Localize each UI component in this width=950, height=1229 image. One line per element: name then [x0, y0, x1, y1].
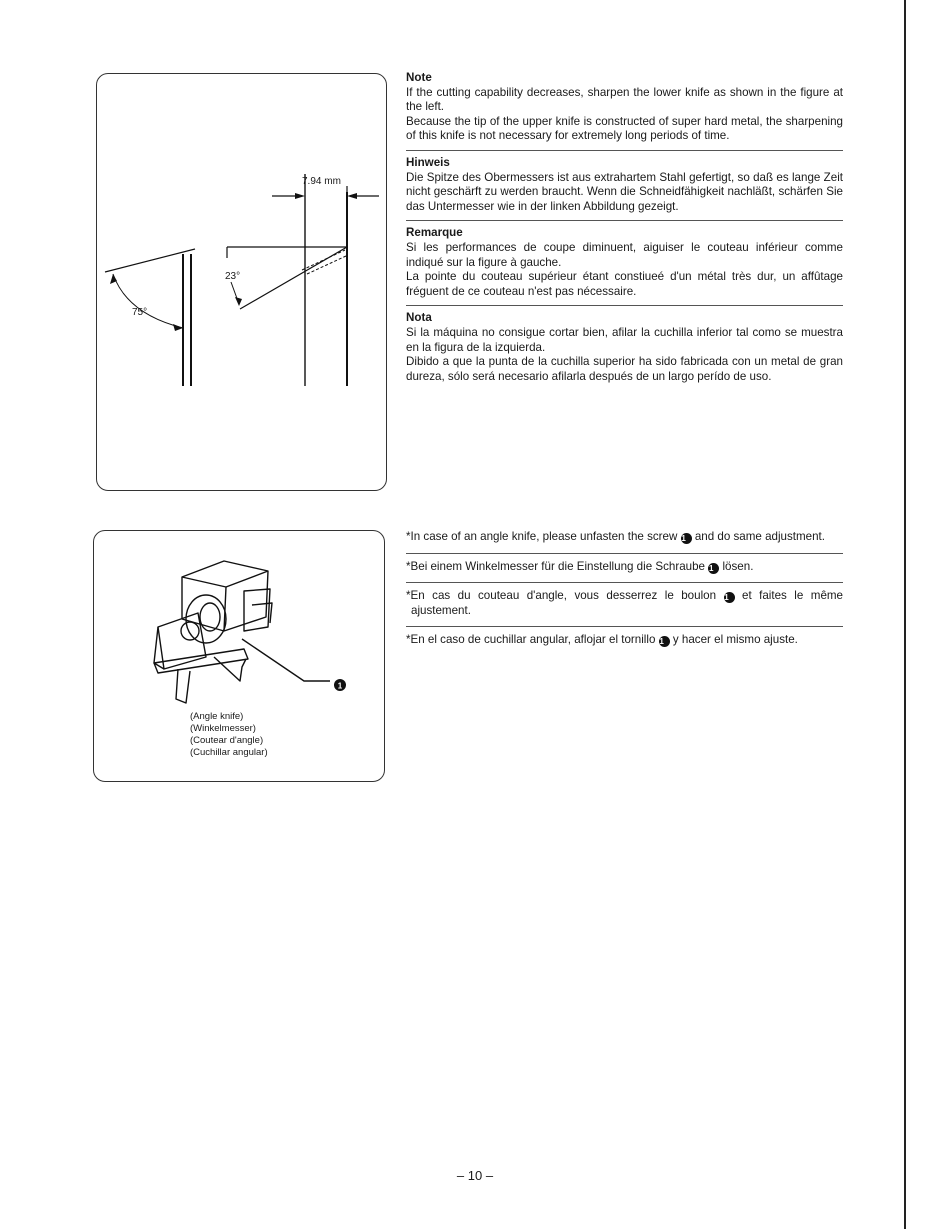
screw-number-icon: 1	[724, 592, 735, 603]
instruction-text-after: y hacer el mismo ajuste.	[672, 633, 798, 647]
instruction-text-after: lösen.	[722, 559, 754, 573]
caption-line: (Coutear d'angle)	[190, 735, 264, 746]
screw-number-icon: 1	[681, 533, 692, 544]
angle-knife-instructions	[406, 530, 843, 656]
note-section-german	[406, 150, 843, 220]
instruction-spanish	[406, 626, 843, 656]
note-section-spanish	[406, 305, 843, 390]
instruction-text-before: *En el caso de cuchillar angular, aflojar el tornillo	[406, 633, 656, 647]
screw-number-icon: 1	[708, 563, 719, 574]
angle-knife-caption	[190, 711, 268, 759]
page-edge-line	[904, 0, 906, 1229]
section-heading: Nota	[406, 311, 432, 325]
caption-line: (Winkelmesser)	[190, 723, 256, 734]
section-body: If the cutting capability decreases, sharpen the lower knife as shown in the figure at the left. Because the tip of the upper knife is constructed of super hard metal, the sharpening of this knife is not necessary for extremely long periods of time.	[406, 85, 843, 143]
dimension-label: 7.94 mm	[302, 176, 341, 187]
section-heading: Remarque	[406, 226, 463, 240]
caption-line: (Angle knife)	[190, 711, 244, 722]
page-number: – 10 –	[456, 1168, 494, 1183]
angle-knife-figure-panel	[93, 530, 385, 782]
instruction-german	[406, 553, 843, 583]
instruction-text-after: and do same adjustment.	[694, 530, 825, 543]
caption-line: (Cuchillar angular)	[190, 747, 268, 758]
note-section-english	[406, 71, 843, 150]
note-section-french	[406, 220, 843, 305]
knife-angle-diagram	[97, 74, 386, 490]
screw-marker-number: 1	[337, 681, 343, 691]
section-heading: Note	[406, 71, 432, 84]
instruction-english	[406, 530, 843, 553]
section-body: Die Spitze des Obermessers ist aus extrahartem Stahl gefertigt, so daß es lange Zeit nicht geschärft zu werden braucht. Wenn die Schneidfähigkeit nachläßt, schärfen Sie das Untermesser wie in der linken Abbildung gezeigt.	[406, 170, 843, 213]
screw-number-icon: 1	[659, 636, 670, 647]
instruction-french	[406, 582, 843, 626]
notes-column	[406, 71, 843, 390]
instruction-text-before: *In case of an angle knife, please unfasten the screw	[406, 530, 678, 543]
section-heading: Hinweis	[406, 155, 450, 169]
angle-knife-drawing	[94, 531, 384, 711]
angle-23-label: 23°	[225, 271, 241, 282]
instruction-text-before: *En cas du couteau d'angle, vous desserrez le boulon	[406, 589, 717, 603]
instruction-text-after: et faites le même ajustement.	[411, 589, 843, 617]
angle-75-label: 75°	[132, 307, 148, 318]
instruction-text-before: *Bei einem Winkelmesser für die Einstellung die Schraube	[406, 559, 706, 573]
knife-angle-figure-panel	[96, 73, 387, 491]
section-body: Si les performances de coupe diminuent, aiguiser le couteau inférieur comme indiqué sur la figure à gauche. La pointe du couteau supérieur étant constiueé d'un métal très dur, un affûtage fréguent de ce couteau n'est pas nécessaire.	[406, 240, 843, 298]
section-body: Si la máquina no consigue cortar bien, afilar la cuchilla inferior tal como se muestra en la figura de la izquierda. Dibido a que la punta de la cuchilla superior ha sido fabricada con un metal de gran dureza, sólo será necesario afilarla después de un largo perído de uso.	[406, 325, 843, 383]
